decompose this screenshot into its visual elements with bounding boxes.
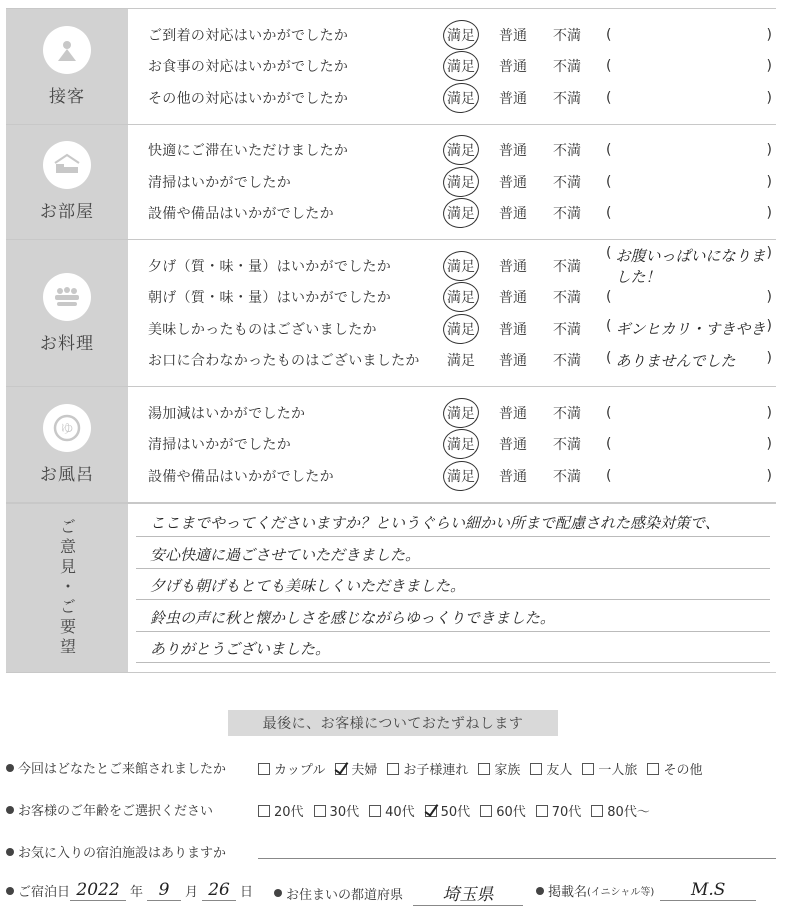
question-row [128, 51, 776, 83]
day-unit: 日 [240, 885, 254, 900]
paren-open: ( [606, 289, 612, 306]
bullet-icon [536, 887, 544, 895]
hot-spring-icon [43, 404, 91, 452]
final-heading: 最後に、お客様についておたずねします [228, 710, 558, 736]
choice-label: 80代〜 [607, 805, 650, 820]
category-3 [6, 387, 128, 502]
comment-field[interactable] [606, 289, 776, 305]
bullet-icon [6, 764, 14, 772]
choice-label: 夫婦 [351, 763, 378, 778]
checkbox-icon[interactable] [591, 805, 603, 817]
checkbox-icon[interactable] [478, 763, 490, 775]
comment-text [611, 142, 766, 158]
choice-label: お子様連れ [403, 763, 469, 778]
category-label: お部屋 [40, 202, 94, 223]
opinion-line: 鈴虫の声に秋と懐かしさを感じながらゆっくりできました。 [136, 600, 770, 632]
option-normal[interactable]: 普通 [499, 290, 527, 307]
question-rows [128, 387, 776, 502]
opinion-line: ありがとうございました。 [136, 632, 770, 664]
choice-option[interactable] [536, 801, 582, 820]
question-row [128, 19, 776, 51]
choice-label: 一人旅 [598, 763, 638, 778]
option-normal[interactable]: 普通 [499, 321, 527, 338]
comment-text [611, 289, 766, 305]
comment-field[interactable] [606, 245, 776, 287]
svg-text:ゆ: ゆ [60, 421, 74, 437]
paren-open: ( [606, 318, 612, 335]
checkbox-icon[interactable] [335, 763, 347, 775]
prefecture-value[interactable]: 埼玉県 [413, 880, 523, 906]
category-0 [6, 9, 128, 124]
paren-close: ) [766, 436, 772, 453]
question-rows [128, 240, 776, 386]
room-icon [43, 141, 91, 189]
prefecture-label: お住まいの都道府県 [286, 887, 404, 903]
paren-close: ) [766, 205, 772, 222]
paren-close: ) [766, 349, 772, 366]
checkbox-icon[interactable] [536, 805, 548, 817]
q-companion-label: 今回はどなたとご来館されましたか [18, 762, 227, 777]
comment-field[interactable] [606, 350, 776, 371]
question-text: 清掃はいかがでしたか [148, 437, 291, 454]
dish-icon [43, 273, 91, 321]
question-row [128, 397, 776, 429]
question-text: 朝げ（質・味・量）はいかがでしたか [148, 290, 392, 307]
option-satisfied[interactable]: 満足 [438, 466, 484, 486]
choice-label: 70代 [551, 805, 582, 820]
paren-open: ( [606, 89, 612, 106]
comment-text [611, 468, 766, 484]
paren-close: ) [766, 318, 772, 335]
comment-field[interactable] [606, 174, 776, 190]
choice-option[interactable] [530, 759, 572, 778]
comment-text: ありませんでした [615, 351, 736, 370]
paren-close: ) [766, 467, 772, 484]
age-choices [258, 801, 660, 820]
q-favorite [6, 842, 226, 861]
question-row [128, 198, 776, 230]
section-0 [6, 8, 776, 124]
question-row [128, 244, 776, 286]
question-row [128, 166, 776, 198]
option-unsatisfied[interactable]: 不満 [553, 59, 581, 76]
publish-name-label: 掲載名 [548, 885, 588, 900]
question-row [128, 429, 776, 461]
choice-option[interactable] [591, 801, 650, 820]
paren-open: ( [606, 349, 612, 366]
paren-close: ) [766, 89, 772, 106]
choice-option[interactable] [478, 759, 520, 778]
q-age [6, 800, 213, 819]
checkbox-icon[interactable] [387, 763, 399, 775]
section-1 [6, 124, 776, 240]
question-text: お口に合わなかったものはございましたか [148, 353, 420, 370]
question-rows [128, 9, 776, 124]
comment-field[interactable] [606, 318, 776, 339]
option-normal[interactable]: 普通 [499, 90, 527, 107]
choice-label: 30代 [329, 805, 360, 820]
comment-text [611, 90, 766, 106]
option-unsatisfied[interactable]: 不満 [553, 468, 581, 485]
paren-close: ) [766, 26, 772, 43]
bullet-icon [6, 887, 14, 895]
comment-text [611, 174, 766, 190]
question-text: その他の対応はいかがでしたか [148, 90, 349, 107]
paren-open: ( [606, 467, 612, 484]
paren-close: ) [766, 289, 772, 306]
checkbox-icon[interactable] [425, 805, 437, 817]
option-unsatisfied[interactable]: 不満 [553, 290, 581, 307]
opinion-line: ここまでやってくださいますか？というぐらい細かい所まで配慮された感染対策で、 [136, 506, 770, 538]
stay-month[interactable]: 9 [147, 880, 181, 901]
choice-label: 家族 [494, 763, 521, 778]
option-satisfied[interactable]: 満足 [438, 140, 484, 160]
question-row [128, 135, 776, 167]
comment-text [611, 205, 766, 221]
comment-text [611, 58, 766, 74]
category-label: 接客 [49, 86, 85, 107]
opinion-line: 夕げも朝げもとても美味しくいただきました。 [136, 569, 770, 601]
comment-text [611, 27, 766, 43]
stay-date [6, 880, 257, 901]
paren-open: ( [606, 58, 612, 75]
checkbox-icon[interactable] [530, 763, 542, 775]
question-text: お食事の対応はいかがでしたか [148, 59, 349, 76]
option-normal[interactable]: 普通 [499, 258, 527, 275]
question-text: 美味しかったものはございましたか [148, 321, 377, 338]
comment-text [611, 436, 766, 452]
bullet-icon [274, 889, 282, 897]
choice-label: 20代 [274, 805, 304, 820]
question-text: 清掃はいかがでしたか [148, 174, 291, 191]
question-row [128, 345, 776, 377]
option-unsatisfied[interactable]: 不満 [553, 90, 581, 107]
comment-field[interactable] [606, 142, 776, 158]
comment-text [611, 405, 766, 421]
companion-choices [258, 759, 712, 778]
category-1 [6, 125, 128, 240]
choice-option[interactable] [387, 759, 468, 778]
stay-year[interactable]: 2022 [70, 880, 126, 901]
option-unsatisfied[interactable]: 不満 [553, 258, 581, 275]
bullet-icon [6, 806, 14, 814]
paren-close: ) [766, 58, 772, 75]
choice-option[interactable] [425, 801, 471, 820]
comment-field[interactable] [606, 90, 776, 106]
checkbox-icon[interactable] [480, 805, 492, 817]
section-2 [6, 239, 776, 386]
category-label: お料理 [40, 333, 94, 354]
paren-close: ) [766, 173, 772, 190]
comment-field[interactable] [606, 436, 776, 452]
stay-day[interactable]: 26 [202, 880, 236, 901]
choice-option[interactable] [369, 801, 415, 820]
opinion-lines [128, 504, 776, 672]
choice-label: 60代 [496, 805, 526, 820]
paren-open: ( [606, 436, 612, 453]
paren-close: ) [766, 244, 772, 261]
paren-open: ( [606, 173, 612, 190]
opinion-label: ご意見・ご要望 [57, 517, 77, 658]
option-satisfied[interactable]: 満足 [438, 256, 484, 276]
question-text: ご到着の対応はいかがでしたか [148, 27, 349, 44]
option-normal[interactable]: 普通 [499, 468, 527, 485]
option-normal[interactable]: 普通 [499, 59, 527, 76]
q-favorite-label: お気に入りの宿泊施設はありますか [18, 846, 227, 861]
comment-text: お腹いっぱいになりました！ [615, 246, 766, 286]
comment-field[interactable] [606, 468, 776, 484]
category-label: お風呂 [40, 464, 94, 485]
question-rows [128, 125, 776, 240]
bullet-icon [6, 848, 14, 856]
category-2 [6, 240, 128, 386]
comment-field[interactable] [606, 27, 776, 43]
publish-name [536, 880, 756, 901]
option-satisfied[interactable]: 満足 [438, 88, 484, 108]
choice-option[interactable] [335, 759, 377, 778]
comment-field[interactable] [606, 58, 776, 74]
checkbox-icon[interactable] [582, 763, 594, 775]
option-satisfied[interactable]: 満足 [438, 287, 484, 307]
comment-field[interactable] [606, 205, 776, 221]
choice-label: その他 [663, 763, 703, 778]
choice-option[interactable] [480, 801, 526, 820]
paren-close: ) [766, 142, 772, 159]
checkbox-icon[interactable] [314, 805, 326, 817]
opinion-category [6, 504, 128, 672]
question-text: 夕げ（質・味・量）はいかがでしたか [148, 258, 392, 275]
checkbox-icon[interactable] [369, 805, 381, 817]
option-unsatisfied[interactable]: 不満 [553, 353, 581, 370]
option-satisfied[interactable]: 満足 [438, 203, 484, 223]
hostess-icon [43, 26, 91, 74]
question-text: 設備や備品はいかがでしたか [148, 206, 334, 223]
option-unsatisfied[interactable]: 不満 [553, 437, 581, 454]
opinion-section [6, 503, 776, 673]
choice-option[interactable] [582, 759, 637, 778]
survey-table [6, 8, 776, 673]
question-text: 湯加減はいかがでしたか [148, 405, 306, 422]
option-normal[interactable]: 普通 [499, 27, 527, 44]
option-normal[interactable]: 普通 [499, 206, 527, 223]
question-text: 設備や備品はいかがでしたか [148, 468, 334, 485]
choice-option[interactable] [314, 801, 360, 820]
paren-close: ) [766, 404, 772, 421]
question-row [128, 460, 776, 492]
option-normal[interactable]: 普通 [499, 405, 527, 422]
choice-option[interactable] [647, 759, 702, 778]
question-text: 快適にご滞在いただけましたか [148, 143, 349, 160]
choice-label: 50代 [440, 805, 471, 820]
option-normal[interactable]: 普通 [499, 174, 527, 191]
stay-date-label: ご宿泊日 [18, 885, 71, 900]
paren-open: ( [606, 142, 612, 159]
option-satisfied[interactable]: 満足 [438, 403, 484, 423]
q-companion [6, 758, 226, 777]
option-normal[interactable]: 普通 [499, 437, 527, 454]
favorite-answer-field[interactable] [258, 858, 776, 859]
paren-open: ( [606, 404, 612, 421]
paren-open: ( [606, 244, 612, 261]
section-3 [6, 386, 776, 503]
option-unsatisfied[interactable]: 不満 [553, 405, 581, 422]
choice-label: 40代 [385, 805, 415, 820]
paren-open: ( [606, 205, 612, 222]
prefecture [274, 880, 523, 906]
checkbox-icon[interactable] [647, 763, 659, 775]
choice-label: 友人 [546, 763, 573, 778]
question-row [128, 82, 776, 114]
option-unsatisfied[interactable]: 不満 [553, 321, 581, 338]
option-satisfied[interactable]: 満足 [438, 172, 484, 192]
option-satisfied[interactable]: 満足 [438, 25, 484, 45]
publish-name-value[interactable]: M.S [660, 880, 756, 901]
question-row [128, 282, 776, 314]
year-unit: 年 [130, 885, 144, 900]
option-unsatisfied[interactable]: 不満 [553, 27, 581, 44]
option-satisfied[interactable]: 満足 [438, 319, 484, 339]
paren-open: ( [606, 26, 612, 43]
option-satisfied[interactable]: 満足 [438, 56, 484, 76]
option-unsatisfied[interactable]: 不満 [553, 143, 581, 160]
checkbox-icon[interactable] [258, 763, 270, 775]
question-row [128, 313, 776, 345]
option-satisfied[interactable]: 満足 [438, 434, 484, 454]
comment-text: ギンヒカリ・すきやき [615, 320, 766, 339]
checkbox-icon[interactable] [258, 805, 270, 817]
option-satisfied[interactable]: 満足 [447, 353, 475, 370]
q-age-label: お客様のご年齢をご選択ください [18, 804, 214, 819]
option-unsatisfied[interactable]: 不満 [553, 174, 581, 191]
choice-option[interactable] [258, 759, 325, 778]
option-normal[interactable]: 普通 [499, 143, 527, 160]
month-unit: 月 [185, 885, 199, 900]
option-unsatisfied[interactable]: 不満 [553, 206, 581, 223]
opinion-line: 安心快適に過ごさせていただきました。 [136, 537, 770, 569]
comment-field[interactable] [606, 405, 776, 421]
choice-option[interactable] [258, 801, 304, 820]
choice-label: カップル [274, 763, 326, 778]
publish-name-sub: (イニシャル等) [587, 887, 655, 898]
option-normal[interactable]: 普通 [499, 353, 527, 370]
